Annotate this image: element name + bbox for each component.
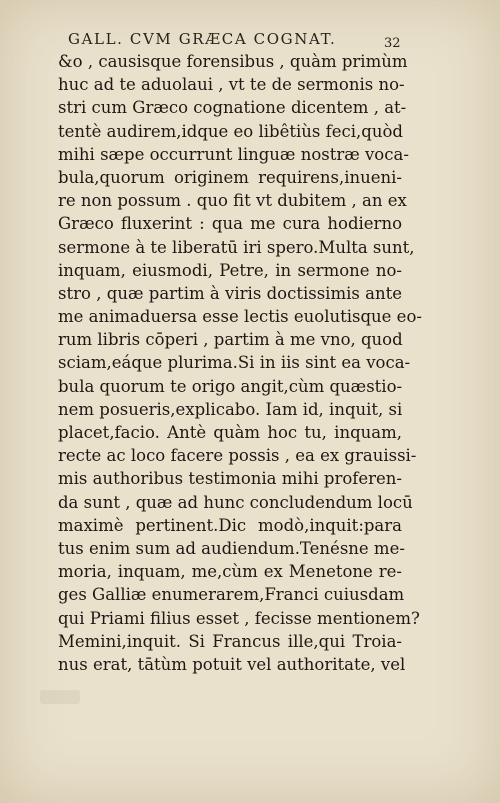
text-line: da sunt , quæ ad hunc concludendum locū xyxy=(58,492,413,512)
text-line: mihi sæpe occurrunt linguæ nostræ voca- xyxy=(58,144,409,164)
page-number: 32 xyxy=(384,36,401,51)
text-line: &o , causisque forensibus , quàm primùm xyxy=(58,52,408,71)
text-line: qui Priami filius esset , fecisse mentionem? xyxy=(58,608,420,628)
text-line: re non possum . quo fit vt dubitem , an ex xyxy=(58,191,407,211)
text-line: Græco fluxerint : qua me cura hodierno xyxy=(58,214,402,234)
text-line: Memini,inquit. Si Francus ille,qui Troia- xyxy=(58,631,402,651)
body-text xyxy=(58,50,422,676)
text-line: bula quorum te origo angit,cùm quæstio- xyxy=(58,376,403,396)
text-line: stri cum Græco cognatione dicentem , at- xyxy=(58,98,407,118)
text-line: mis authoribus testimonia mihi proferen- xyxy=(58,469,402,489)
text-line: bula,quorum originem requirens,inueni- xyxy=(58,167,402,187)
text-line: nem posueris,explicabo. Iam id, inquit, si xyxy=(58,399,403,419)
text-line: recte ac loco facere possis , ea ex grauissi- xyxy=(58,446,417,466)
text-line: ges Galliæ enumerarem,Franci cuiusdam xyxy=(58,585,405,605)
text-line: huc ad te aduolaui , vt te de sermonis no- xyxy=(58,75,405,95)
running-title: GALL. CVM GRÆCA COGNAT. xyxy=(68,30,337,48)
text-line: tentè audirem,idque eo libêtiùs feci,quòd xyxy=(58,121,403,141)
text-line: inquam, eiusmodi, Petre, in sermone no- xyxy=(58,260,402,280)
faded-ink-mark xyxy=(40,690,80,704)
text-line: me animaduersa esse lectis euolutisque eo- xyxy=(58,307,422,327)
text-line: rum libris cōperi , partim à me vno, quod xyxy=(58,330,403,350)
text-line: placet,facio. Antè quàm hoc tu, inquam, xyxy=(58,423,402,442)
text-line: moria, inquam, me,cùm ex Menetone re- xyxy=(58,562,402,582)
text-line: sciam,eáque plurima.Si in iis sint ea voca- xyxy=(58,353,411,373)
text-line: tus enim sum ad audiendum.Tenésne me- xyxy=(58,538,405,558)
text-line: stro , quæ partim à viris doctissimis ante xyxy=(58,283,402,303)
text-line: maximè pertinent.Dic modò,inquit:para xyxy=(58,515,402,535)
text-line: nus erat, tātùm potuit vel authoritate, vel xyxy=(58,654,406,674)
text-line: sermone à te liberatū iri spero.Multa sunt, xyxy=(58,237,415,257)
